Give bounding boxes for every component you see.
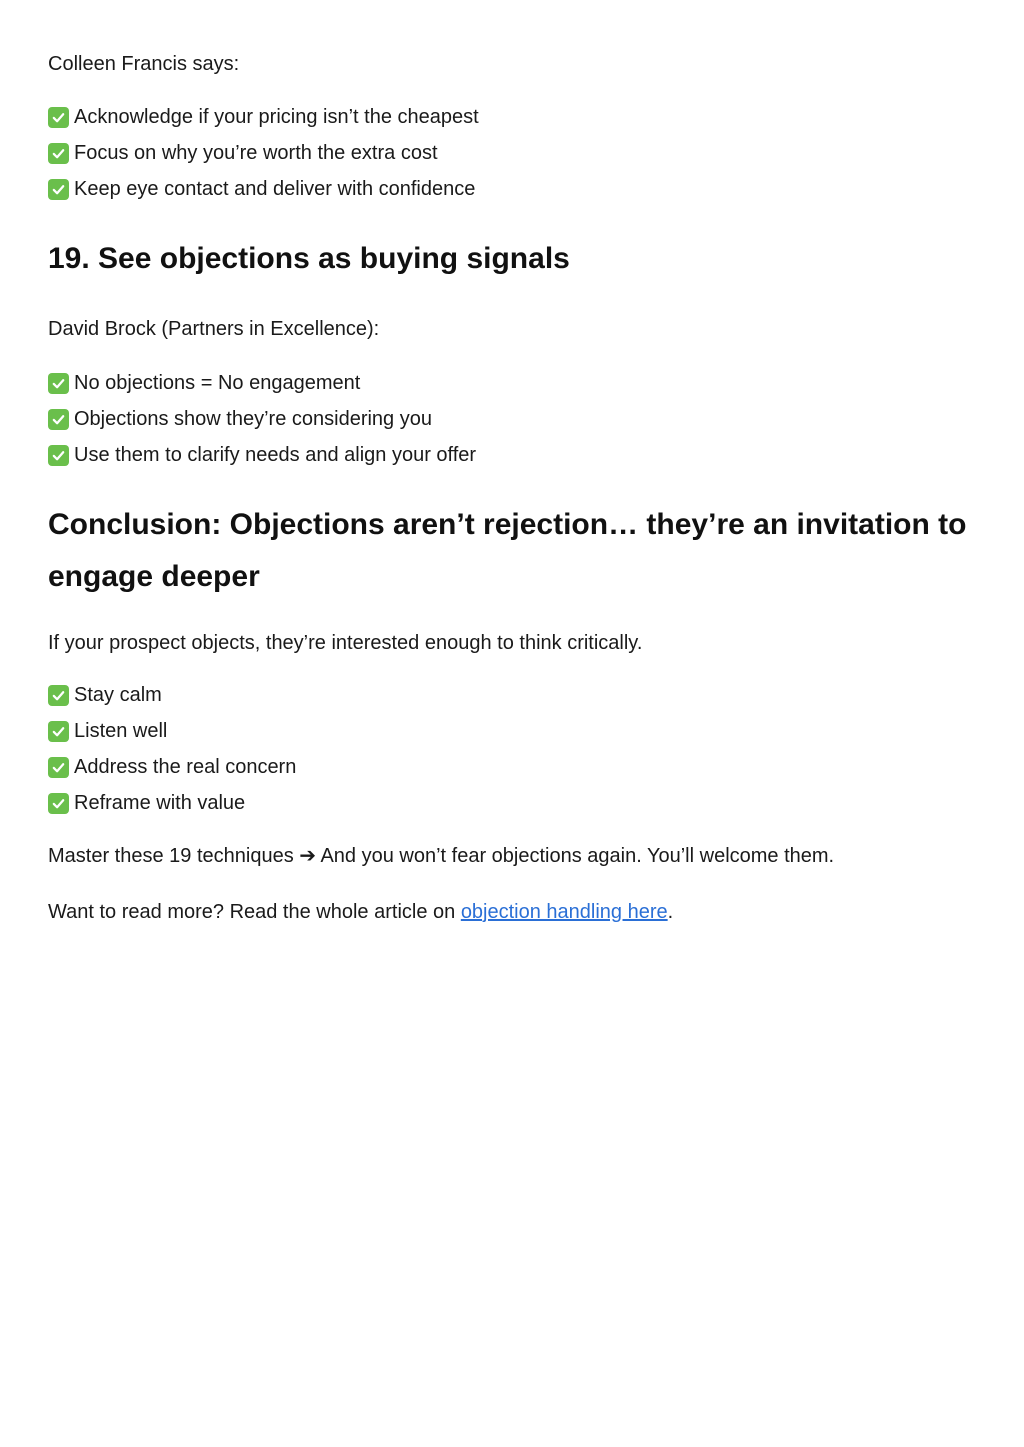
master-techniques-line: Master these 19 techniques ➔ And you won’t fear objections again. You’ll welcome them. (48, 845, 835, 867)
list-item (48, 365, 976, 401)
list-item (48, 99, 976, 135)
section-19-intro: David Brock (Partners in Excellence): (48, 318, 380, 340)
conclusion-heading (48, 499, 976, 603)
list-item-text: Focus on why you’re worth the extra cost (74, 142, 438, 164)
check-mark-icon (48, 793, 69, 814)
conclusion-heading-line-2: engage deeper (48, 560, 260, 593)
list-item (48, 677, 976, 713)
check-mark-icon (48, 721, 69, 742)
list-item-text: Stay calm (74, 684, 162, 706)
list-item-text: Objections show they’re considering you (74, 408, 432, 430)
conclusion-heading-line-1: Conclusion: Objections aren’t rejection… they’re an invitation to (48, 508, 967, 541)
check-mark-icon (48, 685, 69, 706)
section-18-checklist (48, 99, 976, 207)
list-item (48, 135, 976, 171)
check-mark-icon (48, 445, 69, 466)
objection-handling-link[interactable]: objection handling here (460, 901, 668, 923)
section-19-heading: 19. See objections as buying signals (48, 242, 570, 275)
check-mark-icon (48, 409, 69, 430)
read-more-line (48, 898, 976, 926)
list-item-text: No objections = No engagement (74, 372, 361, 394)
check-mark-icon (48, 179, 69, 200)
list-item-text: Use them to clarify needs and align your offer (74, 444, 477, 466)
check-mark-icon (48, 757, 69, 778)
read-more-prefix: Want to read more? Read the whole article on (48, 901, 461, 923)
list-item (48, 437, 976, 473)
list-item-text: Keep eye contact and deliver with confidence (74, 178, 476, 200)
check-mark-icon (48, 143, 69, 164)
check-mark-icon (48, 107, 69, 128)
check-mark-icon (48, 373, 69, 394)
list-item-text: Address the real concern (74, 756, 297, 778)
list-item-text: Reframe with value (74, 792, 246, 814)
list-item-text: Listen well (74, 720, 168, 742)
list-item-text: Acknowledge if your pricing isn’t the cheapest (74, 106, 479, 128)
list-item (48, 401, 976, 437)
section-19-checklist (48, 365, 976, 473)
section-18-intro: Colleen Francis says: (48, 53, 240, 75)
list-item (48, 713, 976, 749)
conclusion-intro: If your prospect objects, they’re interested enough to think critically. (48, 632, 643, 654)
list-item (48, 785, 976, 821)
list-item (48, 171, 976, 207)
conclusion-checklist (48, 677, 976, 821)
read-more-suffix: . (667, 901, 674, 923)
list-item (48, 749, 976, 785)
